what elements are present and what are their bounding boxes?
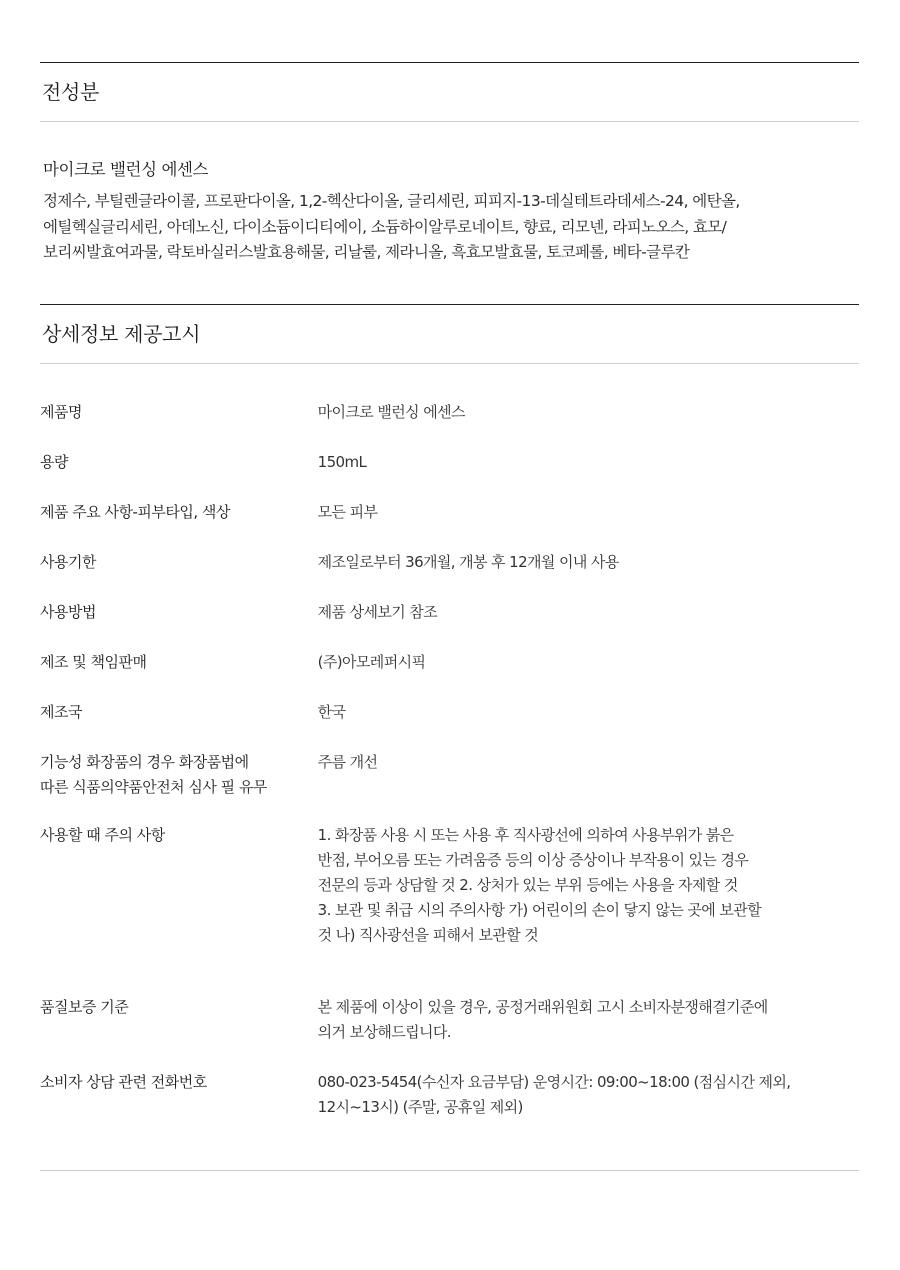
detail-value: 마이크로 밸런싱 에센스 [317, 402, 465, 421]
detail-value: 본 제품에 이상이 있을 경우, 공정거래위원회 고시 소비자분쟁해결기준에 의거 보상해드립니다. [317, 997, 768, 1041]
detail-value: 한국 [317, 702, 346, 721]
product-info-panel [40, 62, 859, 1171]
detail-value: 제조일로부터 36개월, 개봉 후 12개월 이내 사용 [317, 552, 619, 571]
detail-row-quality-guarantee [40, 995, 859, 1070]
detail-label: 제품명 [40, 402, 82, 421]
ingredients-product-name: 마이크로 밸런싱 에센스 [43, 160, 209, 179]
detail-label: 사용기한 [40, 552, 96, 571]
ingredients-title: 전성분 [42, 80, 100, 104]
detail-row-expiry [40, 550, 859, 600]
detail-row-skin-type [40, 500, 859, 550]
detail-label: 제조국 [40, 702, 82, 721]
detail-value: 1. 화장품 사용 시 또는 사용 후 직사광선에 의하여 사용부위가 붉은 반점, 부어오름 또는 가려움증 등의 이상 증상이나 부작용이 있는 경우 전문의 등과 상담할 것 2. 상처가 있는 부위 등에는 사용을 자제할 것 3. 보관 및 취급 시의 주의사항 가) 어린이의 손이 닿지 않는 곳에 보관할 것 나) 직사광선을 피해서 보관할 것 [317, 825, 762, 944]
detail-value: 모든 피부 [317, 502, 378, 521]
detail-value: 080-023-5454(수신자 요금부담) 운영시간: 09:00~18:00 (점심시간 제외, 12시~13시) (주말, 공휴일 제외) [317, 1072, 791, 1116]
ingredients-block [40, 122, 859, 304]
detail-label: 소비자 상담 관련 전화번호 [40, 1072, 207, 1091]
detail-value: 주름 개선 [317, 752, 378, 771]
detail-value: 제품 상세보기 참조 [317, 602, 438, 621]
section-divider [40, 1170, 859, 1171]
detail-row-manufacturer [40, 650, 859, 700]
detail-label: 용량 [40, 452, 68, 471]
detail-row-precautions [40, 823, 859, 995]
detail-label: 제품 주요 사항-피부타입, 색상 [40, 502, 230, 521]
detail-label: 사용방법 [40, 602, 96, 621]
detail-row-product-name [40, 400, 859, 450]
details-table [40, 364, 859, 1170]
detail-row-consumer-phone [40, 1070, 859, 1120]
details-title: 상세정보 제공고시 [42, 321, 201, 346]
detail-row-functional-review [40, 750, 859, 823]
detail-row-volume [40, 450, 859, 500]
ingredients-list: 정제수, 부틸렌글라이콜, 프로판다이올, 1,2-헥산다이올, 글리세린, 피피지-13-데실테트라데세스-24, 에탄올, 에틸헥실글리세린, 아데노신, 다이소듐이디티에이, 소듐하이알루로네이트, 향료, 리모넨, 라피노오스, 효모/ 보리씨발효여과물, 락토바실러스발효용해물, 리날룰, 제라니올, 흑효모발효물, 토코페롤, 베타-글루칸 [43, 192, 740, 261]
detail-label: 기능성 화장품의 경우 화장품법에 따른 식품의약품안전처 심사 필 유무 [40, 752, 267, 796]
detail-value: (주)아모레퍼시픽 [317, 652, 426, 671]
detail-label: 사용할 때 주의 사항 [40, 825, 165, 844]
detail-row-usage [40, 600, 859, 650]
detail-label: 품질보증 기준 [40, 997, 129, 1016]
detail-row-country [40, 700, 859, 750]
detail-value: 150mL [317, 452, 367, 471]
detail-label: 제조 및 책임판매 [40, 652, 147, 671]
